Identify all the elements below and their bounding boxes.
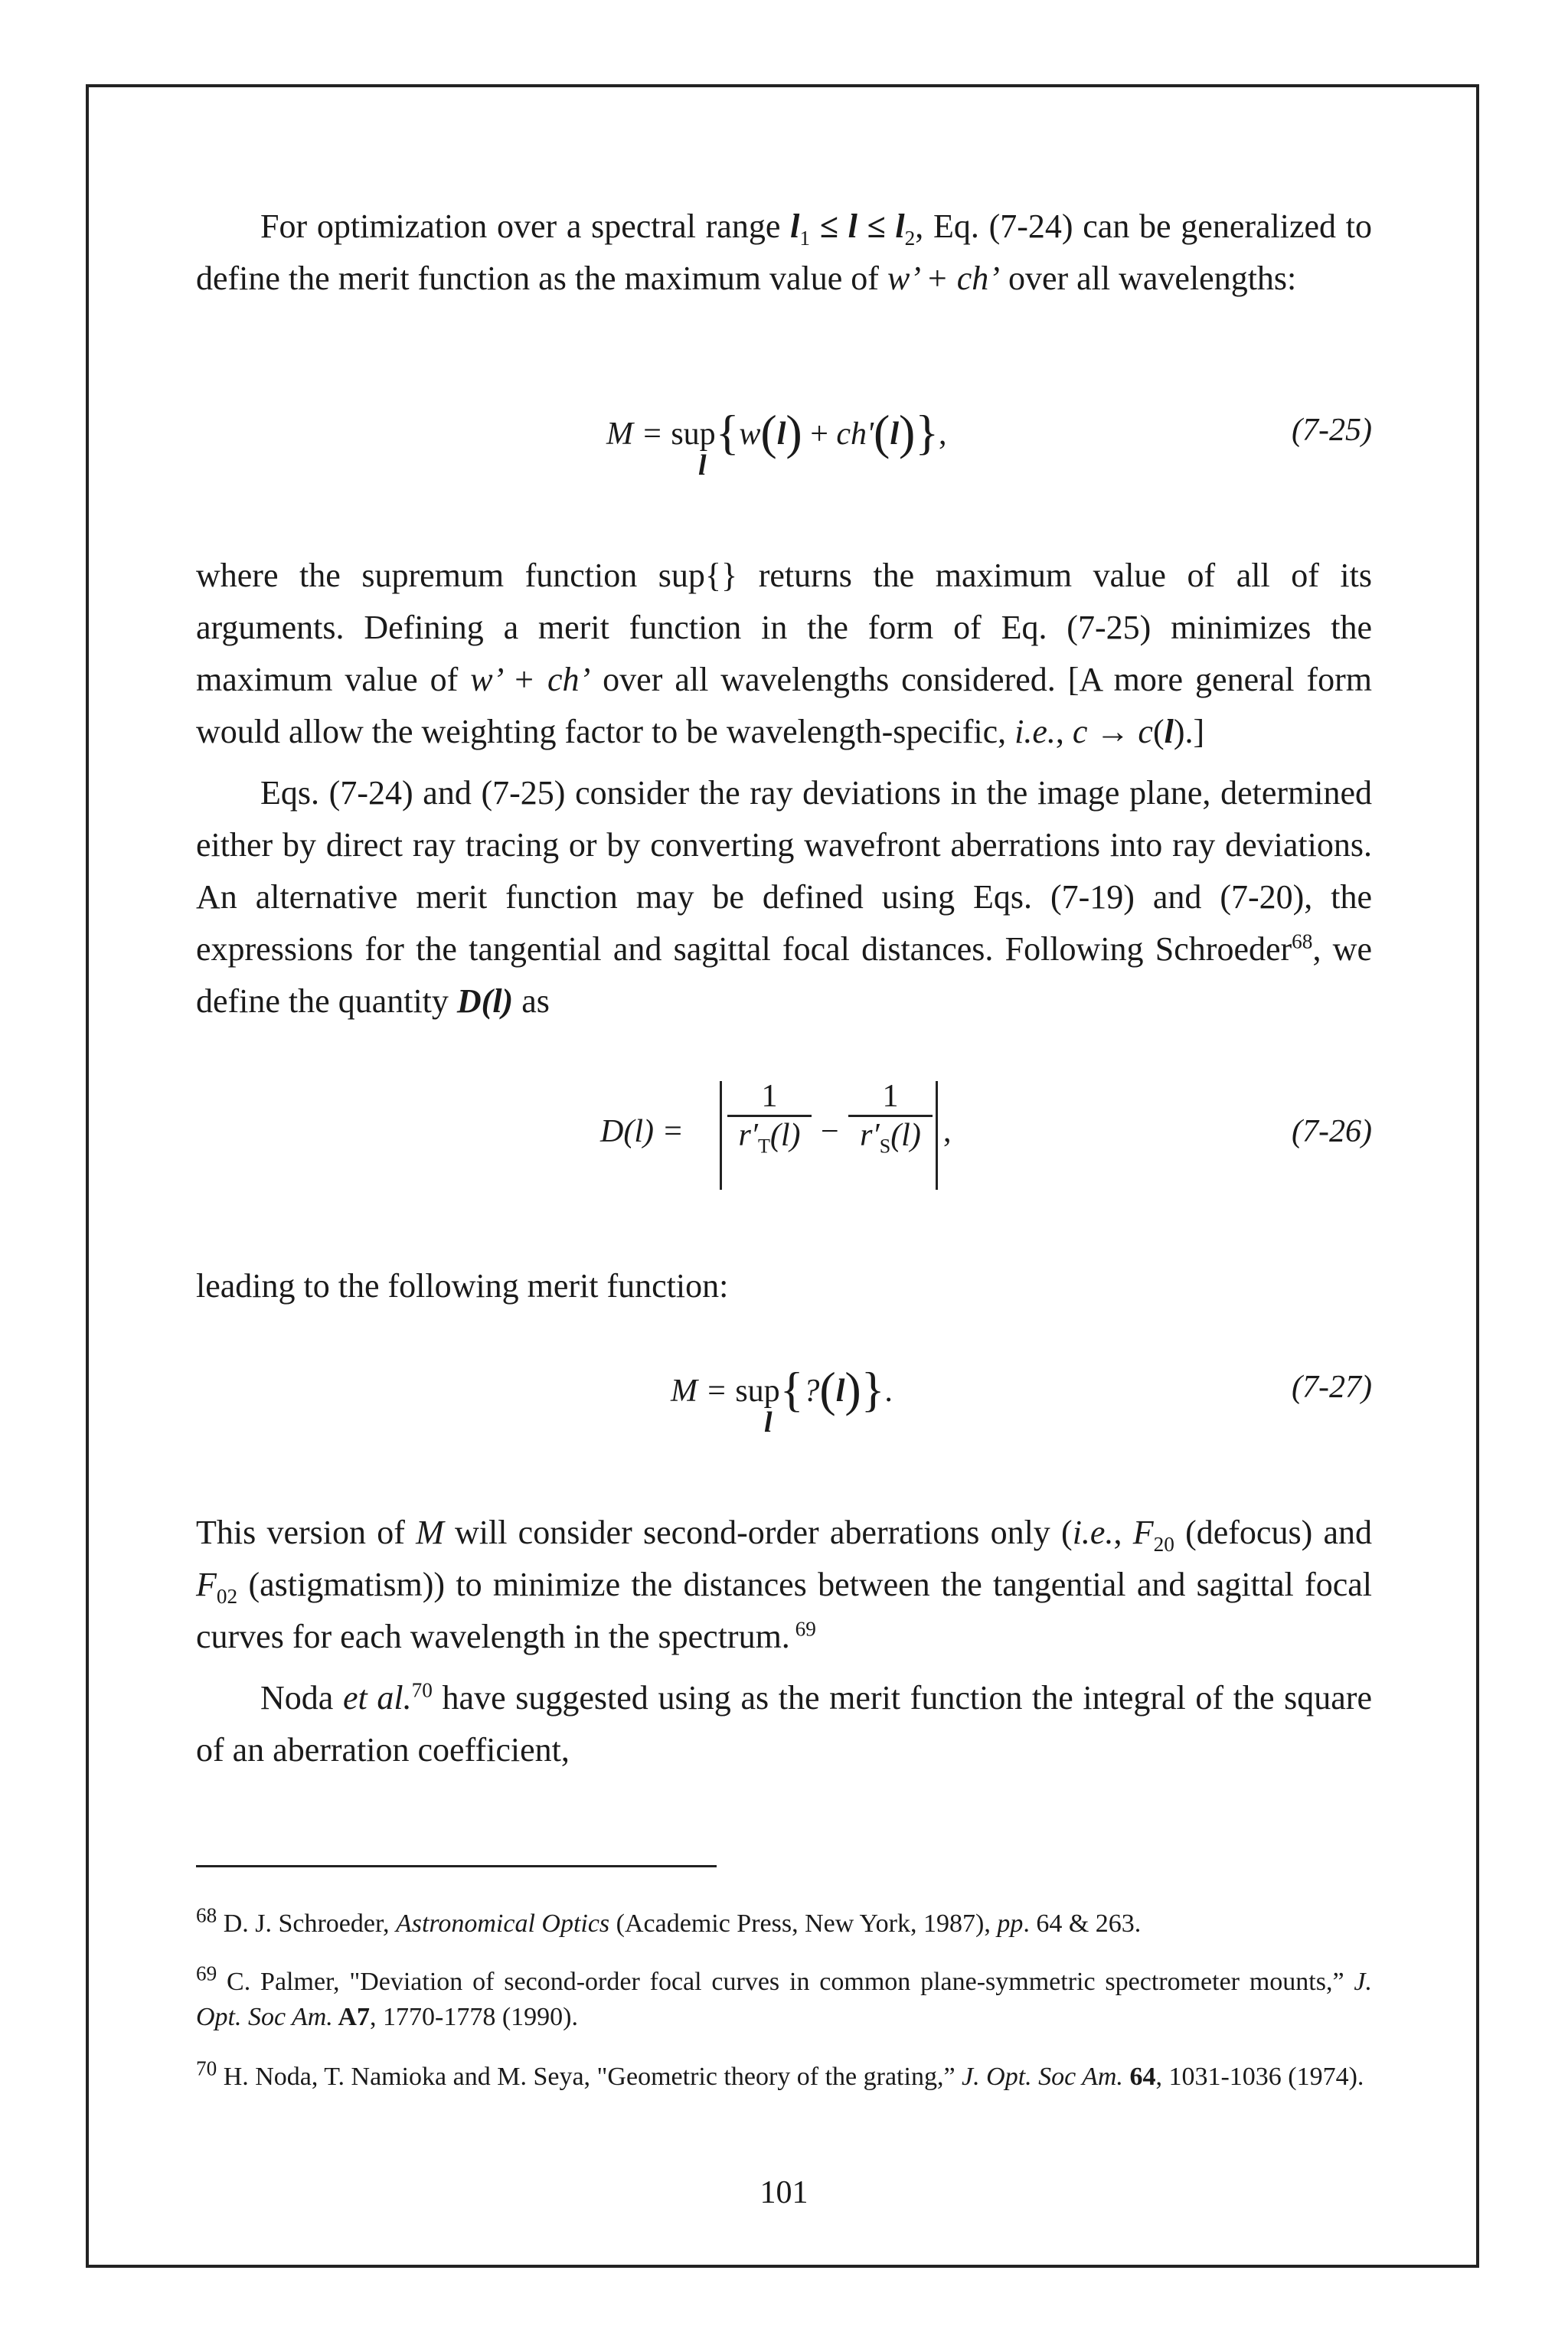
equation-body: M = sup{w(l) + ch'(l)}, xyxy=(606,405,947,459)
equation-7-27 xyxy=(196,1355,1372,1493)
inline-expression: w’ + ch’ xyxy=(470,661,591,698)
footnote-ref-70[interactable]: 70 xyxy=(411,1678,433,1702)
equation-7-26: D(l) = $\frac{1}{r'_T(l)}$ − $\frac{1}{r'_S(l)}$ , (7-26) xyxy=(196,1075,1372,1228)
page-number: 101 xyxy=(760,2175,808,2210)
text: over all wavelengths: xyxy=(999,260,1297,297)
lambda-symbol: l xyxy=(895,207,905,245)
paragraph-2: where the supremum function sup{} returns the maximum value of all of its arguments. Defining a merit function in the form of Eq. (7-25) minimizes the maximum value of w’ + ch’ over all wavelengths considered. [A more general form would allow the weighting factor to be wavelength-specific, i.e., c → c(l).] xyxy=(196,557,1372,750)
fraction-1: $\frac{1}{r'_T(l)}$ xyxy=(727,1078,812,1154)
text: Eqs. (7-24) and (7-25) consider the ray deviations in the image plane, determined either by direct ray tracing or by converting wavefront aberrations into ray deviations. An alternative merit function may be defined using Eqs. (7-19) and (7-20), the expressions for the tangential and sagittal focal distances. Following Schroeder xyxy=(196,774,1372,968)
text: ≤ xyxy=(809,207,848,245)
footnote-ref-68[interactable]: 68 xyxy=(1292,929,1313,953)
equation-lhs: D(l) = xyxy=(600,1114,684,1149)
sup-subscript: l xyxy=(698,449,707,482)
lambda-symbol: l xyxy=(1164,713,1174,750)
equation-7-25 xyxy=(196,398,1372,536)
paragraph-4: leading to the following merit function: xyxy=(196,1267,729,1305)
text: where the supremum function sup{} returns the maximum value of all of its arguments. Defining a merit function in the form of Eq. (7-25) minimizes the maximum value of xyxy=(196,557,1372,698)
text: , Eq. (7-24) can be generalized to define the merit function as the maximum value of xyxy=(196,207,1372,297)
paragraph-1 xyxy=(196,201,1372,305)
paragraph-5: This version of M will consider second-order aberrations only (i.e., $F_{20}$ (defocus) and $F_{02}$ (astigmatism)) to minimize the distances between the tangential and sagittal focal curves for each wavelength in the spectrum. $^{69}$ xyxy=(196,1514,1372,1655)
abs-bar-left xyxy=(720,1081,722,1190)
equation-number: (7-26) xyxy=(1292,1114,1372,1149)
footnote-divider xyxy=(196,1865,717,1867)
lambda-symbol: l xyxy=(848,207,858,245)
paragraph-3: Eqs. (7-24) and (7-25) consider the ray deviations in the image plane, determined either by direct ray tracing or by converting wavefront aberrations into ray deviations. An alternative merit function may be defined using Eqs. (7-19) and (7-20), the expressions for the tangential and sagittal focal distances. Following Schroeder$^{68}$, we define the quantity D(l) as xyxy=(196,774,1372,1020)
fraction-2: $\frac{1}{r'_S(l)}$ xyxy=(848,1078,933,1154)
inline-expression: w’ + ch’ xyxy=(887,260,1000,297)
equation-number: (7-27) xyxy=(1292,1370,1372,1405)
text: over all wavelengths considered. [A more general form would allow the weighting factor to be wavelength-specific, xyxy=(196,661,1372,750)
text: For optimization over a spectral range xyxy=(260,207,791,245)
footnote-ref-69[interactable]: 69 xyxy=(789,1617,816,1641)
inline-expression: D(l) xyxy=(456,982,514,1020)
abs-bar-right xyxy=(936,1081,938,1190)
sup-subscript: l xyxy=(764,1406,773,1439)
paragraph-6: Noda et al.$^{70}$ have suggested using as the merit function the integral of the square of an aberration coefficient, xyxy=(196,1678,1372,1769)
text: ≤ xyxy=(857,207,896,245)
equation-body: M = sup{?(l)}. xyxy=(671,1362,893,1416)
equation-number: (7-25) xyxy=(1292,413,1372,448)
footnote-68: $^{68}$ D. J. Schroeder, Astronomical Optics (Academic Press, New York, 1987), pp. 64 & 263. xyxy=(196,1903,1142,1938)
footnote-70: $^{70}$ H. Noda, T. Namioka and M. Seya, "Geometric theory of the grating,” J. Opt. Soc Am. 64, 1031-1036 (1974). xyxy=(196,2056,1364,2091)
subscript: 1 xyxy=(799,226,810,250)
subscript: 2 xyxy=(904,226,916,250)
minus-sign: − xyxy=(821,1114,839,1149)
footnote-69: $^{69}$ C. Palmer, "Deviation of second-order focal curves in common plane-symmetric spectrometer mounts,” J. Opt. Soc Am. A7, 1770-1778 (1990). xyxy=(196,1962,1372,2031)
lambda-symbol: l xyxy=(790,207,800,245)
